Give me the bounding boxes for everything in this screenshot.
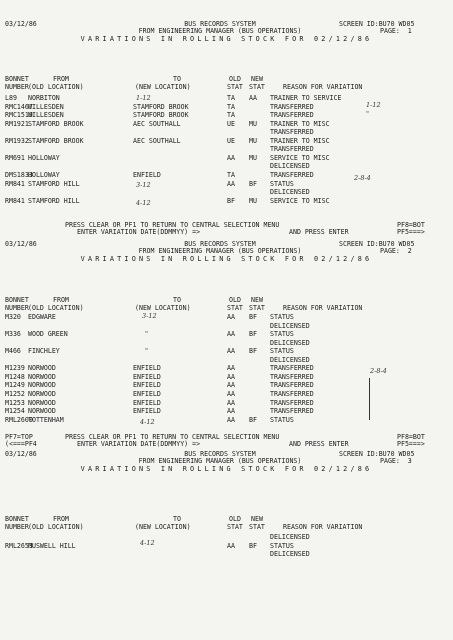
variation-reason: TRANSFERRED [270, 381, 314, 389]
col-head-new-stat: STAT [249, 304, 265, 312]
variation-reason: STATUS [270, 347, 294, 355]
old-status: AA [227, 373, 235, 381]
col-head-old: OLD [229, 515, 241, 523]
variation-reason: DELICENSED [270, 533, 310, 541]
variation-reason: STATUS [270, 542, 294, 550]
new-location: ENFIELD [133, 381, 161, 389]
variation-reason: TRAINER TO SERVICE [270, 94, 342, 102]
footer-date-entry-line [5, 441, 445, 449]
old-location: NORWOOD [28, 381, 56, 389]
col-head-old: OLD [229, 296, 241, 304]
table-row [5, 391, 445, 399]
table-row [5, 198, 445, 206]
handwritten-note-dms1833: 2-8-4 [354, 174, 371, 182]
col-head-from: FROM [53, 296, 69, 304]
table-row [5, 357, 445, 365]
bonnet-number: RM1921 [5, 120, 29, 128]
old-location: STAMFORD HILL [28, 197, 80, 205]
table-row [5, 543, 445, 551]
date-entry-prompt: ENTER VARIATION DATE(DDMMYY) => [77, 440, 201, 448]
new-status: AA [249, 94, 257, 102]
page-number: PAGE: 3 [380, 457, 412, 465]
new-location: ENFIELD [133, 171, 161, 179]
old-location: WILLESDEN [28, 111, 64, 119]
new-location: STAMFORD BROOK [133, 103, 189, 111]
screen-id: SCREEN ID:BU70 WD05 [339, 450, 415, 458]
system-name: BUS RECORDS SYSTEM [184, 20, 256, 28]
old-location: NORWOOD [28, 399, 56, 407]
source-department: FROM ENGINEERING MANAGER (BUS OPERATIONS) [138, 247, 302, 255]
variation-reason: SERVICE TO MISC [270, 197, 330, 205]
source-department: FROM ENGINEERING MANAGER (BUS OPERATIONS) [138, 27, 302, 35]
old-status: AA [227, 542, 235, 550]
pf5-next-key: PF5===> [397, 228, 425, 236]
table-row [5, 323, 445, 331]
date-entry-prompt: ENTER VARIATION DATE(DDMMYY) => [77, 228, 201, 236]
col-head-number: NUMBER [5, 523, 29, 531]
source-department: FROM ENGINEERING MANAGER (BUS OPERATIONS) [138, 457, 302, 465]
old-status: TA [227, 103, 235, 111]
old-location: FINCHLEY [28, 347, 60, 355]
new-status: MU [249, 154, 257, 162]
new-location: STAMFORD BROOK [133, 111, 189, 119]
variation-reason: STATUS [270, 330, 294, 338]
old-location: WILLESDEN [28, 103, 64, 111]
new-status: BF [249, 180, 257, 188]
bonnet-number: L89 [5, 94, 17, 102]
col-head-bonnet: BONNET [5, 296, 29, 304]
old-location: NORBITON [28, 94, 60, 102]
col-head-to: TO [173, 296, 181, 304]
table-row [5, 340, 445, 348]
column-header-row-2 [5, 305, 445, 313]
old-location: NORWOOD [28, 407, 56, 415]
report-title-banner: VARIATIONS IN ROLLING STOCK FOR 02/12/86 [80, 465, 373, 473]
bonnet-number: DMS1833 [5, 171, 33, 179]
table-row [5, 408, 445, 416]
col-head-reason: REASON FOR VARIATION [283, 523, 363, 531]
col-head-old-location: (OLD LOCATION) [28, 83, 84, 91]
variation-reason: TRANSFERRED [270, 399, 314, 407]
new-status: MU [249, 197, 257, 205]
table-row [5, 417, 445, 425]
col-head-old-location: (OLD LOCATION) [28, 304, 84, 312]
press-enter-label: AND PRESS ENTER [289, 228, 349, 236]
system-name: BUS RECORDS SYSTEM [184, 240, 256, 248]
system-name: BUS RECORDS SYSTEM [184, 450, 256, 458]
variation-reason: STATUS [270, 416, 294, 424]
new-status: BF [249, 542, 257, 550]
handwritten-date-rml2600: 4-12 [140, 418, 155, 426]
old-status: AA [227, 313, 235, 321]
variation-reason: DELICENSED [270, 356, 310, 364]
old-status: AA [227, 364, 235, 372]
handwritten-ditto-rmc1519: " [366, 110, 369, 118]
pf8-bot-key: PF8=BOT [397, 433, 425, 441]
table-row [5, 314, 445, 322]
bonnet-number: RM841 [5, 180, 25, 188]
handwritten-ditto-m336: " [145, 330, 148, 338]
bonnet-number: M466 [5, 347, 21, 355]
handwritten-date-rml2653: 4-12 [140, 539, 155, 547]
bonnet-number: M1254 [5, 407, 25, 415]
col-head-number: NUMBER [5, 83, 29, 91]
table-row [5, 155, 445, 163]
screen-id: SCREEN ID:BU70 WD05 [339, 20, 415, 28]
table-row [5, 112, 445, 120]
variation-reason: TRANSFERRED [270, 103, 314, 111]
table-row [5, 121, 445, 129]
handwritten-date-rmc1467: 1-12 [366, 101, 381, 109]
old-location: STAMFORD BROOK [28, 137, 84, 145]
pf4-prev-key: (<===PF4 [5, 440, 37, 448]
col-head-old-location: (OLD LOCATION) [28, 523, 84, 531]
old-status: AA [227, 407, 235, 415]
new-location: AEC SOUTHALL [133, 120, 181, 128]
table-row [5, 534, 445, 542]
new-status: BF [249, 313, 257, 321]
new-status: BF [249, 416, 257, 424]
old-status: AA [227, 416, 235, 424]
table-row [5, 331, 445, 339]
old-status: AA [227, 180, 235, 188]
col-head-old-stat: STAT [227, 83, 243, 91]
new-location: ENFIELD [133, 390, 161, 398]
variation-reason: TRANSFERRED [270, 364, 314, 372]
table-row [5, 374, 445, 382]
footer-date-entry-line [5, 229, 445, 237]
col-head-reason: REASON FOR VARIATION [283, 83, 363, 91]
new-status: MU [249, 137, 257, 145]
old-status: UE [227, 137, 235, 145]
col-head-new-stat: STAT [249, 83, 265, 91]
table-row [5, 348, 445, 356]
variation-reason: SERVICE TO MISC [270, 154, 330, 162]
bonnet-number: M1239 [5, 364, 25, 372]
col-head-old-stat: STAT [227, 304, 243, 312]
report-title-banner: VARIATIONS IN ROLLING STOCK FOR 02/12/86 [80, 255, 373, 263]
old-location: STAMFORD BROOK [28, 120, 84, 128]
variation-reason: DELICENSED [270, 550, 310, 558]
old-status: TA [227, 171, 235, 179]
col-head-from: FROM [53, 75, 69, 83]
old-status: AA [227, 381, 235, 389]
new-location: ENFIELD [133, 373, 161, 381]
table-row [5, 400, 445, 408]
col-head-old-stat: STAT [227, 523, 243, 531]
col-head-new: NEW [251, 75, 263, 83]
table-row [5, 138, 445, 146]
bonnet-number: RML2600 [5, 416, 33, 424]
new-status: MU [249, 120, 257, 128]
old-status: TA [227, 111, 235, 119]
column-header-row-2 [5, 524, 445, 532]
new-status: BF [249, 330, 257, 338]
page-number: PAGE: 2 [380, 247, 412, 255]
old-location: WOOD GREEN [28, 330, 68, 338]
col-head-reason: REASON FOR VARIATION [283, 304, 363, 312]
col-head-from: FROM [53, 515, 69, 523]
old-location: HOLLOWAY [28, 154, 60, 162]
bonnet-number: M1253 [5, 399, 25, 407]
old-location: EDGWARE [28, 313, 56, 321]
variation-reason: DELICENSED [270, 162, 310, 170]
col-head-to: TO [173, 75, 181, 83]
bonnet-number: M320 [5, 313, 21, 321]
col-head-old: OLD [229, 75, 241, 83]
old-location: MUSWELL HILL [28, 542, 76, 550]
handwritten-date-rm841b: 4-12 [136, 199, 151, 207]
press-enter-label: AND PRESS ENTER [289, 440, 349, 448]
old-location: HOLLOWAY [28, 171, 60, 179]
variation-reason: TRANSFERRED [270, 111, 314, 119]
bonnet-number: RMC1467 [5, 103, 33, 111]
table-row [5, 189, 445, 197]
variation-reason: TRANSFERRED [270, 145, 314, 153]
col-head-bonnet: BONNET [5, 515, 29, 523]
new-status: BF [249, 347, 257, 355]
variation-reason: DELICENSED [270, 339, 310, 347]
old-status: AA [227, 330, 235, 338]
old-status: AA [227, 399, 235, 407]
bonnet-number: RM1932 [5, 137, 29, 145]
handwritten-date-m320: 3-12 [142, 312, 157, 320]
col-head-new-location: (NEW LOCATION) [135, 83, 191, 91]
old-status: TA [227, 94, 235, 102]
col-head-new-stat: STAT [249, 523, 265, 531]
variation-reason: TRANSFERRED [270, 128, 314, 136]
old-location: NORWOOD [28, 373, 56, 381]
old-location: NORWOOD [28, 390, 56, 398]
old-location: STAMFORD HILL [28, 180, 80, 188]
old-location: TOTTENHAM [28, 416, 64, 424]
old-location: NORWOOD [28, 364, 56, 372]
variation-reason: DELICENSED [270, 188, 310, 196]
col-head-number: NUMBER [5, 304, 29, 312]
pf5-next-key: PF5===> [397, 440, 425, 448]
variation-reason: TRAINER TO MISC [270, 120, 330, 128]
handwritten-date-norbiton: 1-12 [136, 94, 151, 102]
new-location: ENFIELD [133, 364, 161, 372]
column-header-row-2 [5, 84, 445, 92]
table-row [5, 129, 445, 137]
variation-reason: TRAINER TO MISC [270, 137, 330, 145]
variation-reason: TRANSFERRED [270, 407, 314, 415]
report-date: 03/12/86 [5, 240, 37, 248]
bonnet-number: RML2653 [5, 542, 33, 550]
report-date: 03/12/86 [5, 450, 37, 458]
bonnet-number: RM841 [5, 197, 25, 205]
old-status: AA [227, 347, 235, 355]
handwritten-note-norwood: 2-8-4 [370, 367, 387, 375]
table-row [5, 181, 445, 189]
handwritten-bracket-mark [369, 378, 370, 420]
table-row [5, 146, 445, 154]
table-row [5, 382, 445, 390]
pf8-bot-key: PF8=BOT [397, 221, 425, 229]
old-status: AA [227, 390, 235, 398]
table-row [5, 163, 445, 171]
return-instruction: PRESS CLEAR OR PF1 TO RETURN TO CENTRAL SELECTION MENU [65, 221, 280, 229]
variation-reason: TRANSFERRED [270, 171, 314, 179]
bonnet-number: RM691 [5, 154, 25, 162]
bonnet-number: M1248 [5, 373, 25, 381]
report-date: 03/12/86 [5, 20, 37, 28]
col-head-bonnet: BONNET [5, 75, 29, 83]
variation-reason: STATUS [270, 180, 294, 188]
new-location: AEC SOUTHALL [133, 137, 181, 145]
page-number: PAGE: 1 [380, 27, 412, 35]
col-head-to: TO [173, 515, 181, 523]
new-location: ENFIELD [133, 399, 161, 407]
col-head-new-location: (NEW LOCATION) [135, 523, 191, 531]
variation-reason: TRANSFERRED [270, 390, 314, 398]
bonnet-number: M336 [5, 330, 21, 338]
screen-id: SCREEN ID:BU70 WD05 [339, 240, 415, 248]
handwritten-date-rm841a: 3-12 [136, 181, 151, 189]
bonnet-number: M1252 [5, 390, 25, 398]
table-row [5, 551, 445, 559]
bonnet-number: RMC1519 [5, 111, 33, 119]
table-row [5, 172, 445, 180]
return-instruction: PRESS CLEAR OR PF1 TO RETURN TO CENTRAL SELECTION MENU [65, 433, 280, 441]
bonnet-number: M1249 [5, 381, 25, 389]
handwritten-ditto-m466: " [145, 347, 148, 355]
col-head-new: NEW [251, 515, 263, 523]
variation-reason: DELICENSED [270, 322, 310, 330]
old-status: BF [227, 197, 235, 205]
new-location: ENFIELD [133, 407, 161, 415]
col-head-new: NEW [251, 296, 263, 304]
variation-reason: TRANSFERRED [270, 373, 314, 381]
old-status: AA [227, 154, 235, 162]
variation-reason: STATUS [270, 313, 294, 321]
report-title-banner: VARIATIONS IN ROLLING STOCK FOR 02/12/86 [80, 35, 373, 43]
old-status: UE [227, 120, 235, 128]
pf7-top-key: PF7=TOP [5, 433, 33, 441]
col-head-new-location: (NEW LOCATION) [135, 304, 191, 312]
